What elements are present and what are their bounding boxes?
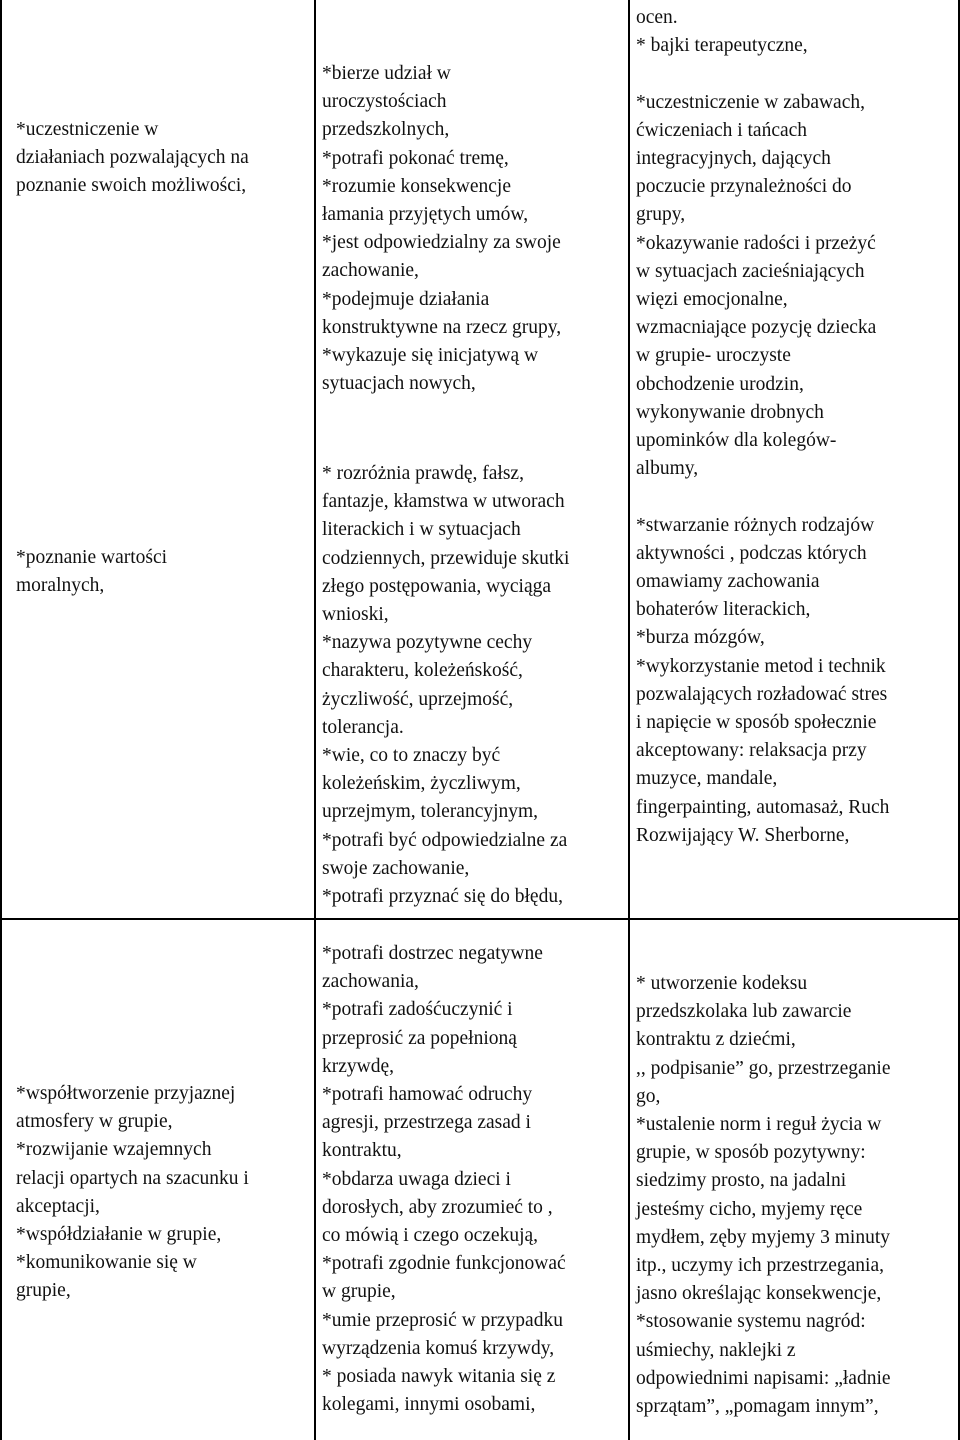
- text-line: *wie, co to znaczy być: [322, 745, 501, 767]
- text-line: kontraktu,: [322, 1140, 402, 1162]
- text-line: swoje zachowanie,: [322, 857, 470, 879]
- text-line: jasno określając konsekwencje,: [636, 1283, 882, 1305]
- text-line: *okazywanie radości i przeżyć: [636, 232, 876, 254]
- text-line: uśmiechy, naklejki z: [636, 1339, 796, 1361]
- text-line: go,: [636, 1085, 661, 1107]
- text-line: łamania przyjętych umów,: [322, 204, 529, 226]
- text-line: *uczestniczenie w: [16, 119, 159, 140]
- text-line: *potrafi dostrzec negatywne: [322, 943, 543, 964]
- text-line: sytuacjach nowych,: [322, 373, 476, 395]
- text-line: *wykazuje się inicjatywą w: [322, 345, 539, 367]
- row1-col1-cell: [16, 116, 249, 201]
- text-line: sprzątam”, „pomagam innym”,: [636, 1396, 879, 1418]
- text-line: jesteśmy cicho, myjemy ręce: [636, 1198, 863, 1220]
- text-line: *nazywa pozytywne cechy: [322, 632, 533, 654]
- text-line: * rozróżnia prawdę, fałsz,: [322, 463, 524, 484]
- text-line: *burza mózgów,: [636, 627, 765, 649]
- text-line: w grupie- uroczyste: [636, 345, 791, 367]
- row3-col3-cell: [636, 970, 891, 1421]
- table-border-left: [0, 0, 2, 1440]
- text-line: życzliwość, uprzejmość,: [322, 688, 514, 710]
- text-line: kolegami, innymi osobami,: [322, 1394, 536, 1416]
- text-line: konstruktywne na rzecz grupy,: [322, 316, 562, 338]
- text-line: wnioski,: [322, 604, 389, 626]
- text-line: ,, podpisanie” go, przestrzeganie: [636, 1057, 891, 1079]
- text-line: *potrafi być odpowiedzialne za: [322, 829, 568, 851]
- text-line: [636, 60, 889, 88]
- text-line: ćwiczeniach i tańcach: [636, 119, 808, 141]
- text-line: *rozumie konsekwencje: [322, 175, 511, 197]
- text-line: przeprosić za popełnioną: [322, 1027, 517, 1049]
- text-line: *rozwijanie wzajemnych: [16, 1139, 212, 1161]
- column-divider-2: [628, 0, 630, 1440]
- text-line: grupie, w sposób pozytywny:: [636, 1142, 866, 1164]
- text-line: wzmacniające pozycję dziecka: [636, 317, 877, 339]
- text-line: tolerancja.: [322, 716, 404, 738]
- text-line: [636, 483, 889, 511]
- text-line: *ustalenie norm i reguł życia w: [636, 1114, 882, 1136]
- text-line: *uczestniczenie w zabawach,: [636, 91, 865, 113]
- text-line: przedszkolaka lub zawarcie: [636, 1001, 852, 1023]
- text-line: *podejmuje działania: [322, 288, 490, 310]
- text-line: *potrafi zadośćuczynić i: [322, 999, 513, 1021]
- text-line: kontraktu z dziećmi,: [636, 1029, 796, 1051]
- text-line: akceptacji,: [16, 1195, 100, 1217]
- text-line: omawiamy zachowania: [636, 571, 820, 593]
- text-line: odpowiednimi napisami: „ładnie: [636, 1367, 891, 1389]
- column-divider-1: [314, 0, 316, 1440]
- text-line: zachowanie,: [322, 260, 419, 282]
- row1-col3-cell: [636, 4, 889, 850]
- text-line: przedszkolnych,: [322, 119, 450, 141]
- text-line: krzywdę,: [322, 1055, 395, 1077]
- text-line: aktywności , podczas których: [636, 542, 867, 564]
- text-line: *jest odpowiedzialny za swoje: [322, 232, 561, 254]
- text-line: koleżeńskim, życzliwym,: [322, 773, 521, 795]
- text-line: * posiada nawyk witania się z: [322, 1366, 556, 1388]
- text-line: relacji opartych na szacunku i: [16, 1167, 249, 1189]
- text-line: uprzejmym, tolerancyjnym,: [322, 801, 539, 823]
- text-line: fantazje, kłamstwa w utworach: [322, 491, 565, 513]
- text-line: siedzimy prosto, na jadalni: [636, 1170, 847, 1192]
- text-line: *bierze udział w: [322, 63, 451, 84]
- text-line: *współtworzenie przyjaznej: [16, 1083, 236, 1104]
- text-line: *umie przeprosić w przypadku: [322, 1309, 563, 1331]
- text-line: bohaterów literackich,: [636, 599, 811, 621]
- text-line: moralnych,: [16, 575, 105, 597]
- text-line: *obdarza uwaga dzieci i: [322, 1168, 511, 1190]
- row3-col1-cell: [16, 1080, 249, 1306]
- text-line: *potrafi pokonać tremę,: [322, 147, 509, 169]
- row3-col2-cell: [322, 940, 566, 1419]
- text-line: uroczystościach: [322, 91, 447, 113]
- text-line: dorosłych, aby zrozumieć to ,: [322, 1196, 553, 1218]
- text-line: muzyce, mandale,: [636, 768, 778, 790]
- text-line: *potrafi hamować odruchy: [322, 1084, 533, 1106]
- text-line: upominków dla kolegów-: [636, 430, 837, 452]
- text-line: charakteru, koleżeńskość,: [322, 660, 523, 682]
- text-line: fingerpainting, automasaż, Ruch: [636, 796, 890, 818]
- text-line: wykonywanie drobnych: [636, 401, 824, 423]
- text-line: poznanie swoich możliwości,: [16, 175, 247, 197]
- text-line: *potrafi zgodnie funkcjonować: [322, 1253, 566, 1275]
- text-line: złego postępowania, wyciąga: [322, 575, 552, 597]
- text-line: albumy,: [636, 458, 699, 480]
- text-line: * utworzenie kodeksu: [636, 973, 808, 994]
- text-line: działaniach pozwalających na: [16, 147, 249, 169]
- row1-col2-cell: [322, 60, 561, 398]
- text-line: literackich i w sytuacjach: [322, 519, 521, 541]
- text-line: grupy,: [636, 204, 686, 226]
- text-line: Rozwijający W. Sherborne,: [636, 824, 850, 846]
- row-divider: [0, 918, 960, 920]
- text-line: *poznanie wartości: [16, 547, 168, 568]
- text-line: agresji, przestrzega zasad i: [322, 1112, 531, 1134]
- text-line: *wykorzystanie metod i technik: [636, 655, 886, 677]
- text-line: grupie,: [16, 1280, 71, 1302]
- text-line: integracyjnych, dających: [636, 148, 831, 170]
- text-line: akceptowany: relaksacja przy: [636, 740, 867, 762]
- text-line: atmosfery w grupie,: [16, 1111, 173, 1133]
- text-line: mydłem, zęby myjemy 3 minuty: [636, 1226, 891, 1248]
- text-line: zachowania,: [322, 971, 419, 993]
- text-line: w grupie,: [322, 1281, 396, 1303]
- text-line: i napięcie w sposób społecznie: [636, 712, 877, 734]
- text-line: *stosowanie systemu nagród:: [636, 1311, 866, 1333]
- text-line: obchodzenie urodzin,: [636, 373, 804, 395]
- text-line: pozwalających rozładować stres: [636, 683, 888, 705]
- text-line: itp., uczymy ich przestrzegania,: [636, 1255, 884, 1277]
- text-line: *współdziałanie w grupie,: [16, 1224, 222, 1246]
- text-line: co mówią i czego oczekują,: [322, 1225, 539, 1247]
- text-line: * bajki terapeutyczne,: [636, 35, 808, 57]
- text-line: ocen.: [636, 7, 678, 28]
- text-line: *stwarzanie różnych rodzajów: [636, 514, 875, 536]
- text-line: codziennych, przewiduje skutki: [322, 547, 570, 569]
- text-line: *potrafi przyznać się do błędu,: [322, 886, 563, 908]
- row2-col1-cell: [16, 544, 167, 600]
- text-line: więzi emocjonalne,: [636, 289, 788, 311]
- text-line: w sytuacjach zacieśniających: [636, 260, 865, 282]
- row2-col2-cell: [322, 460, 569, 911]
- text-line: *komunikowanie się w: [16, 1252, 197, 1274]
- text-line: poczucie przynależności do: [636, 176, 852, 198]
- text-line: wyrządzenia komuś krzywdy,: [322, 1337, 555, 1359]
